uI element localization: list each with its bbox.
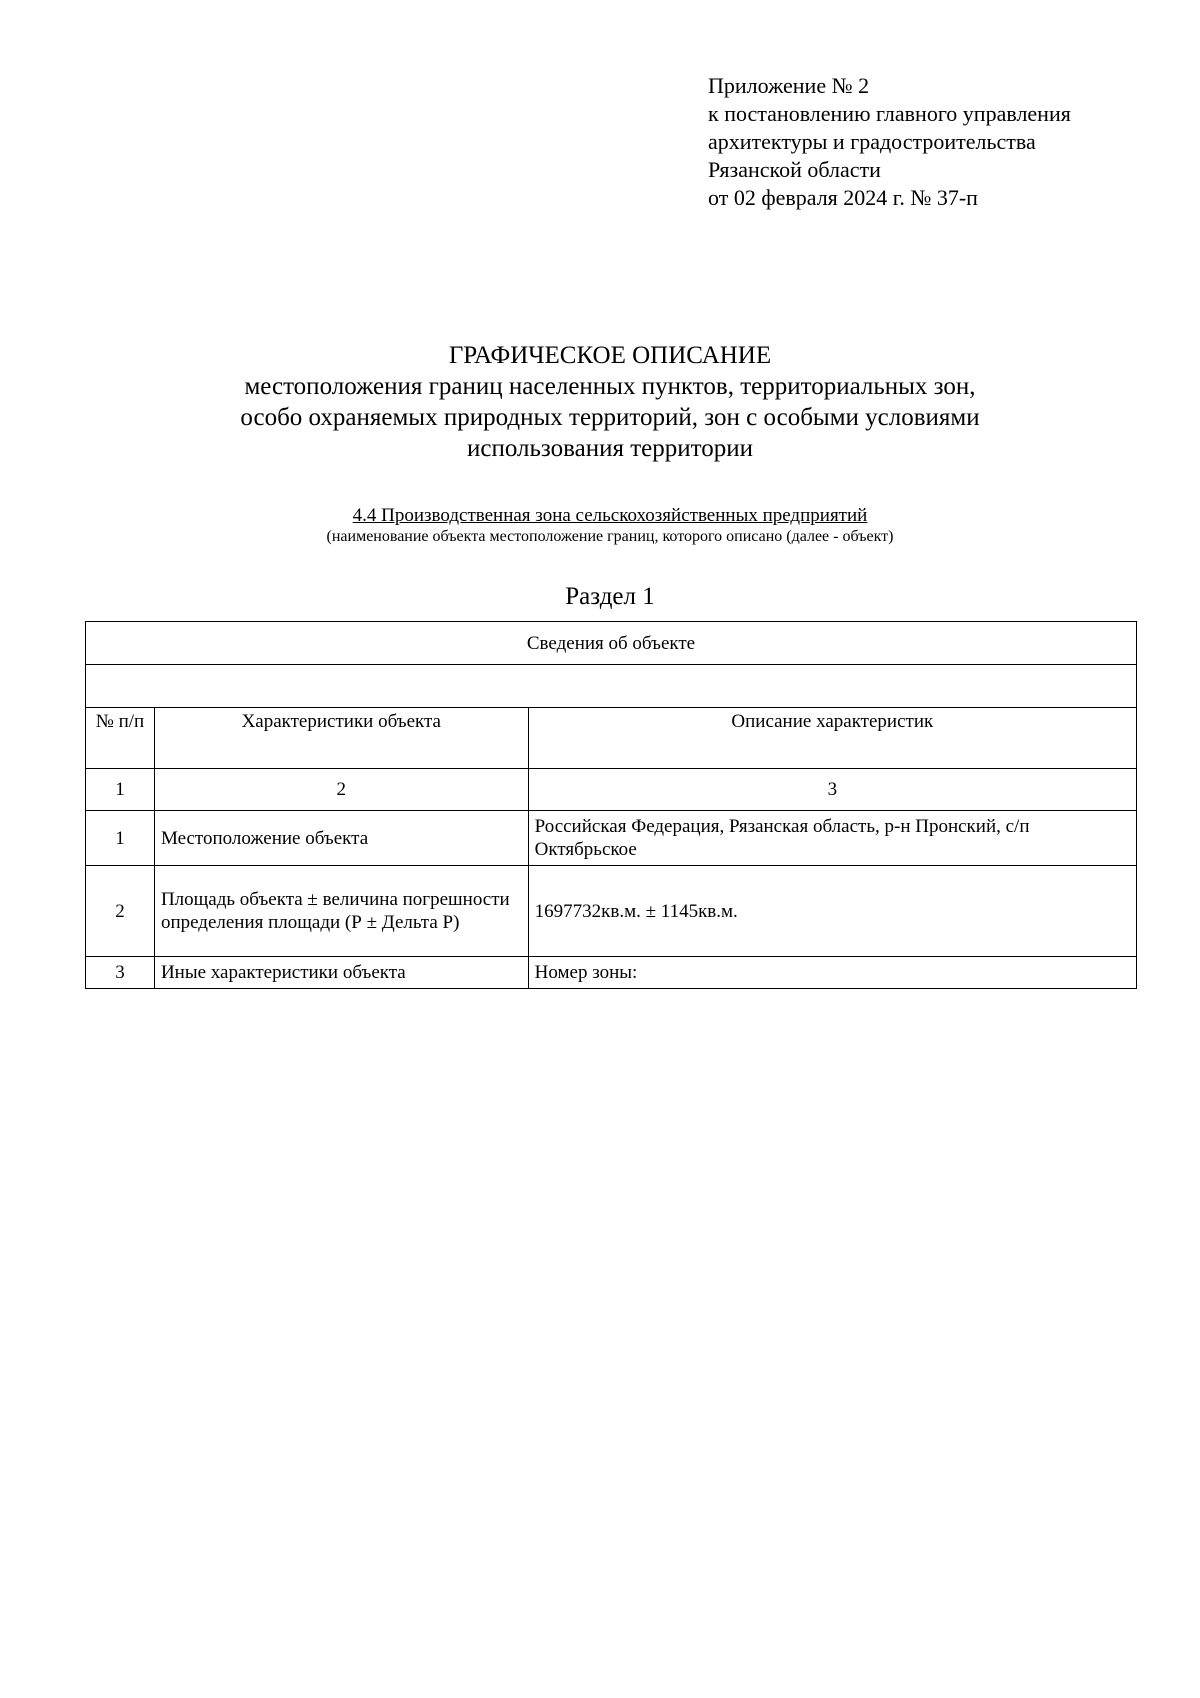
row-characteristic: Площадь объекта ± величина погрешности определения площади (Р ± Дельта Р) [154, 866, 528, 957]
row-num: 2 [86, 866, 155, 957]
row-description: 1697732кв.м. ± 1145кв.м. [528, 866, 1136, 957]
table-row [86, 866, 1137, 957]
column-number: 3 [528, 769, 1136, 811]
object-info-table [85, 621, 1137, 989]
object-name-block [80, 505, 1140, 547]
table-caption-row [86, 622, 1137, 665]
row-characteristic: Иные характеристики объекта [154, 957, 528, 989]
row-description: Российская Федерация, Рязанская область, р-н Пронский, с/п Октябрьское [528, 811, 1136, 866]
title-line: местоположения границ населенных пунктов, территориальных зон, [244, 373, 976, 400]
column-number-row [86, 769, 1137, 811]
column-number: 1 [86, 769, 155, 811]
table-empty-row [86, 665, 1137, 708]
header-description: Описание характеристик [528, 708, 1136, 769]
section-title: Раздел 1 [565, 583, 655, 610]
column-number: 2 [154, 769, 528, 811]
object-name-hint: (наименование объекта местоположение границ, которого описано (далее - объект) [326, 528, 894, 545]
appendix-block [708, 72, 1071, 212]
table-row [86, 957, 1137, 989]
appendix-line: архитектуры и градостроительства [708, 129, 1036, 154]
row-num: 1 [86, 811, 155, 866]
row-num: 3 [86, 957, 155, 989]
table-row [86, 811, 1137, 866]
appendix-line: от 02 февраля 2024 г. № 37-п [708, 185, 978, 210]
appendix-line: к постановлению главного управления [708, 101, 1071, 126]
table-empty-cell [86, 665, 1137, 708]
header-characteristic: Характеристики объекта [154, 708, 528, 769]
title-line: особо охраняемых природных территорий, зон с особыми условиями [240, 404, 980, 431]
appendix-line: Приложение № 2 [708, 73, 870, 98]
header-num: № п/п [86, 708, 155, 769]
row-description: Номер зоны: [528, 957, 1136, 989]
appendix-line: Рязанской области [708, 157, 881, 182]
document-title [80, 340, 1140, 464]
table-caption: Сведения об объекте [86, 622, 1137, 665]
row-characteristic: Местоположение объекта [154, 811, 528, 866]
table-header-row [86, 708, 1137, 769]
title-heading: ГРАФИЧЕСКОЕ ОПИСАНИЕ [448, 342, 772, 369]
title-line: использования территории [467, 435, 753, 462]
object-name: 4.4 Производственная зона сельскохозяйственных предприятий [352, 505, 868, 526]
